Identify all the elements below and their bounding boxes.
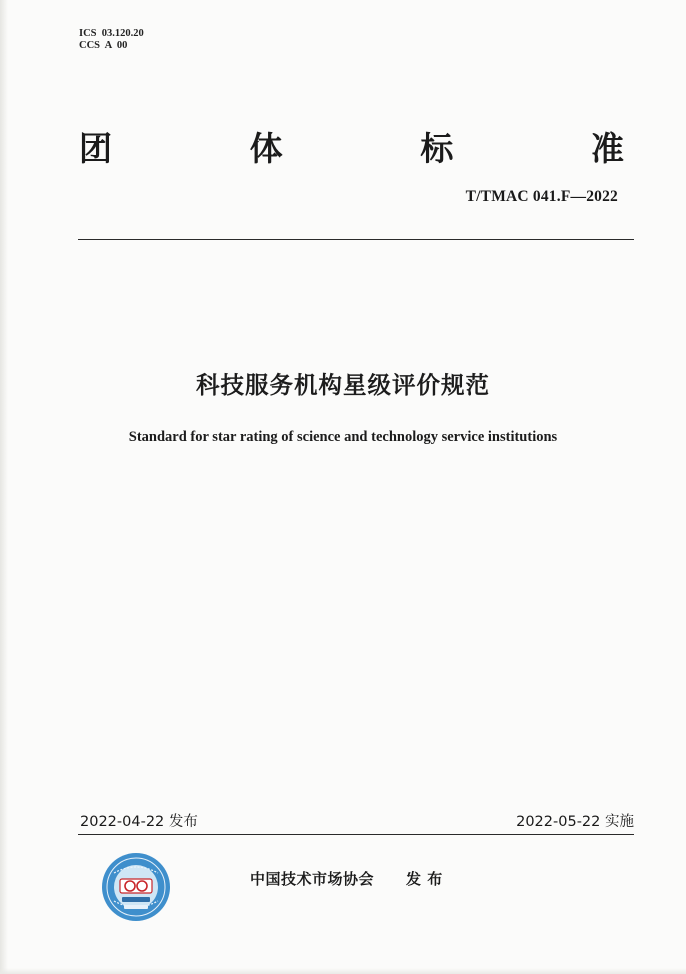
- publish-date: 2022-04-22 发布: [80, 814, 198, 830]
- issuer-action: 发 布: [406, 870, 443, 888]
- ccs-code: CCS A 00: [79, 40, 128, 51]
- standard-type-char: 团: [79, 128, 112, 168]
- issuer-line: [250, 868, 443, 889]
- implement-date: 2022-05-22 实施: [516, 814, 634, 830]
- standard-type-char: 体: [249, 128, 283, 168]
- classification-codes: [79, 28, 144, 52]
- standard-type-heading: [79, 124, 624, 168]
- title-english: Standard for star rating of science and technology service institutions: [128, 429, 558, 445]
- standard-type-char: 准: [590, 128, 624, 168]
- standard-number: T/TMAC 041.F—2022: [465, 188, 618, 205]
- title-chinese: 科技服务机构星级评价规范: [196, 371, 490, 399]
- top-divider: [78, 239, 634, 240]
- standard-type-char: 标: [420, 128, 454, 168]
- issuer-name: 中国技术市场协会: [250, 870, 375, 888]
- ics-code: ICS 03.120.20: [79, 28, 144, 39]
- bottom-divider: [78, 834, 634, 835]
- anti-counterfeit-seal-icon: [100, 851, 172, 923]
